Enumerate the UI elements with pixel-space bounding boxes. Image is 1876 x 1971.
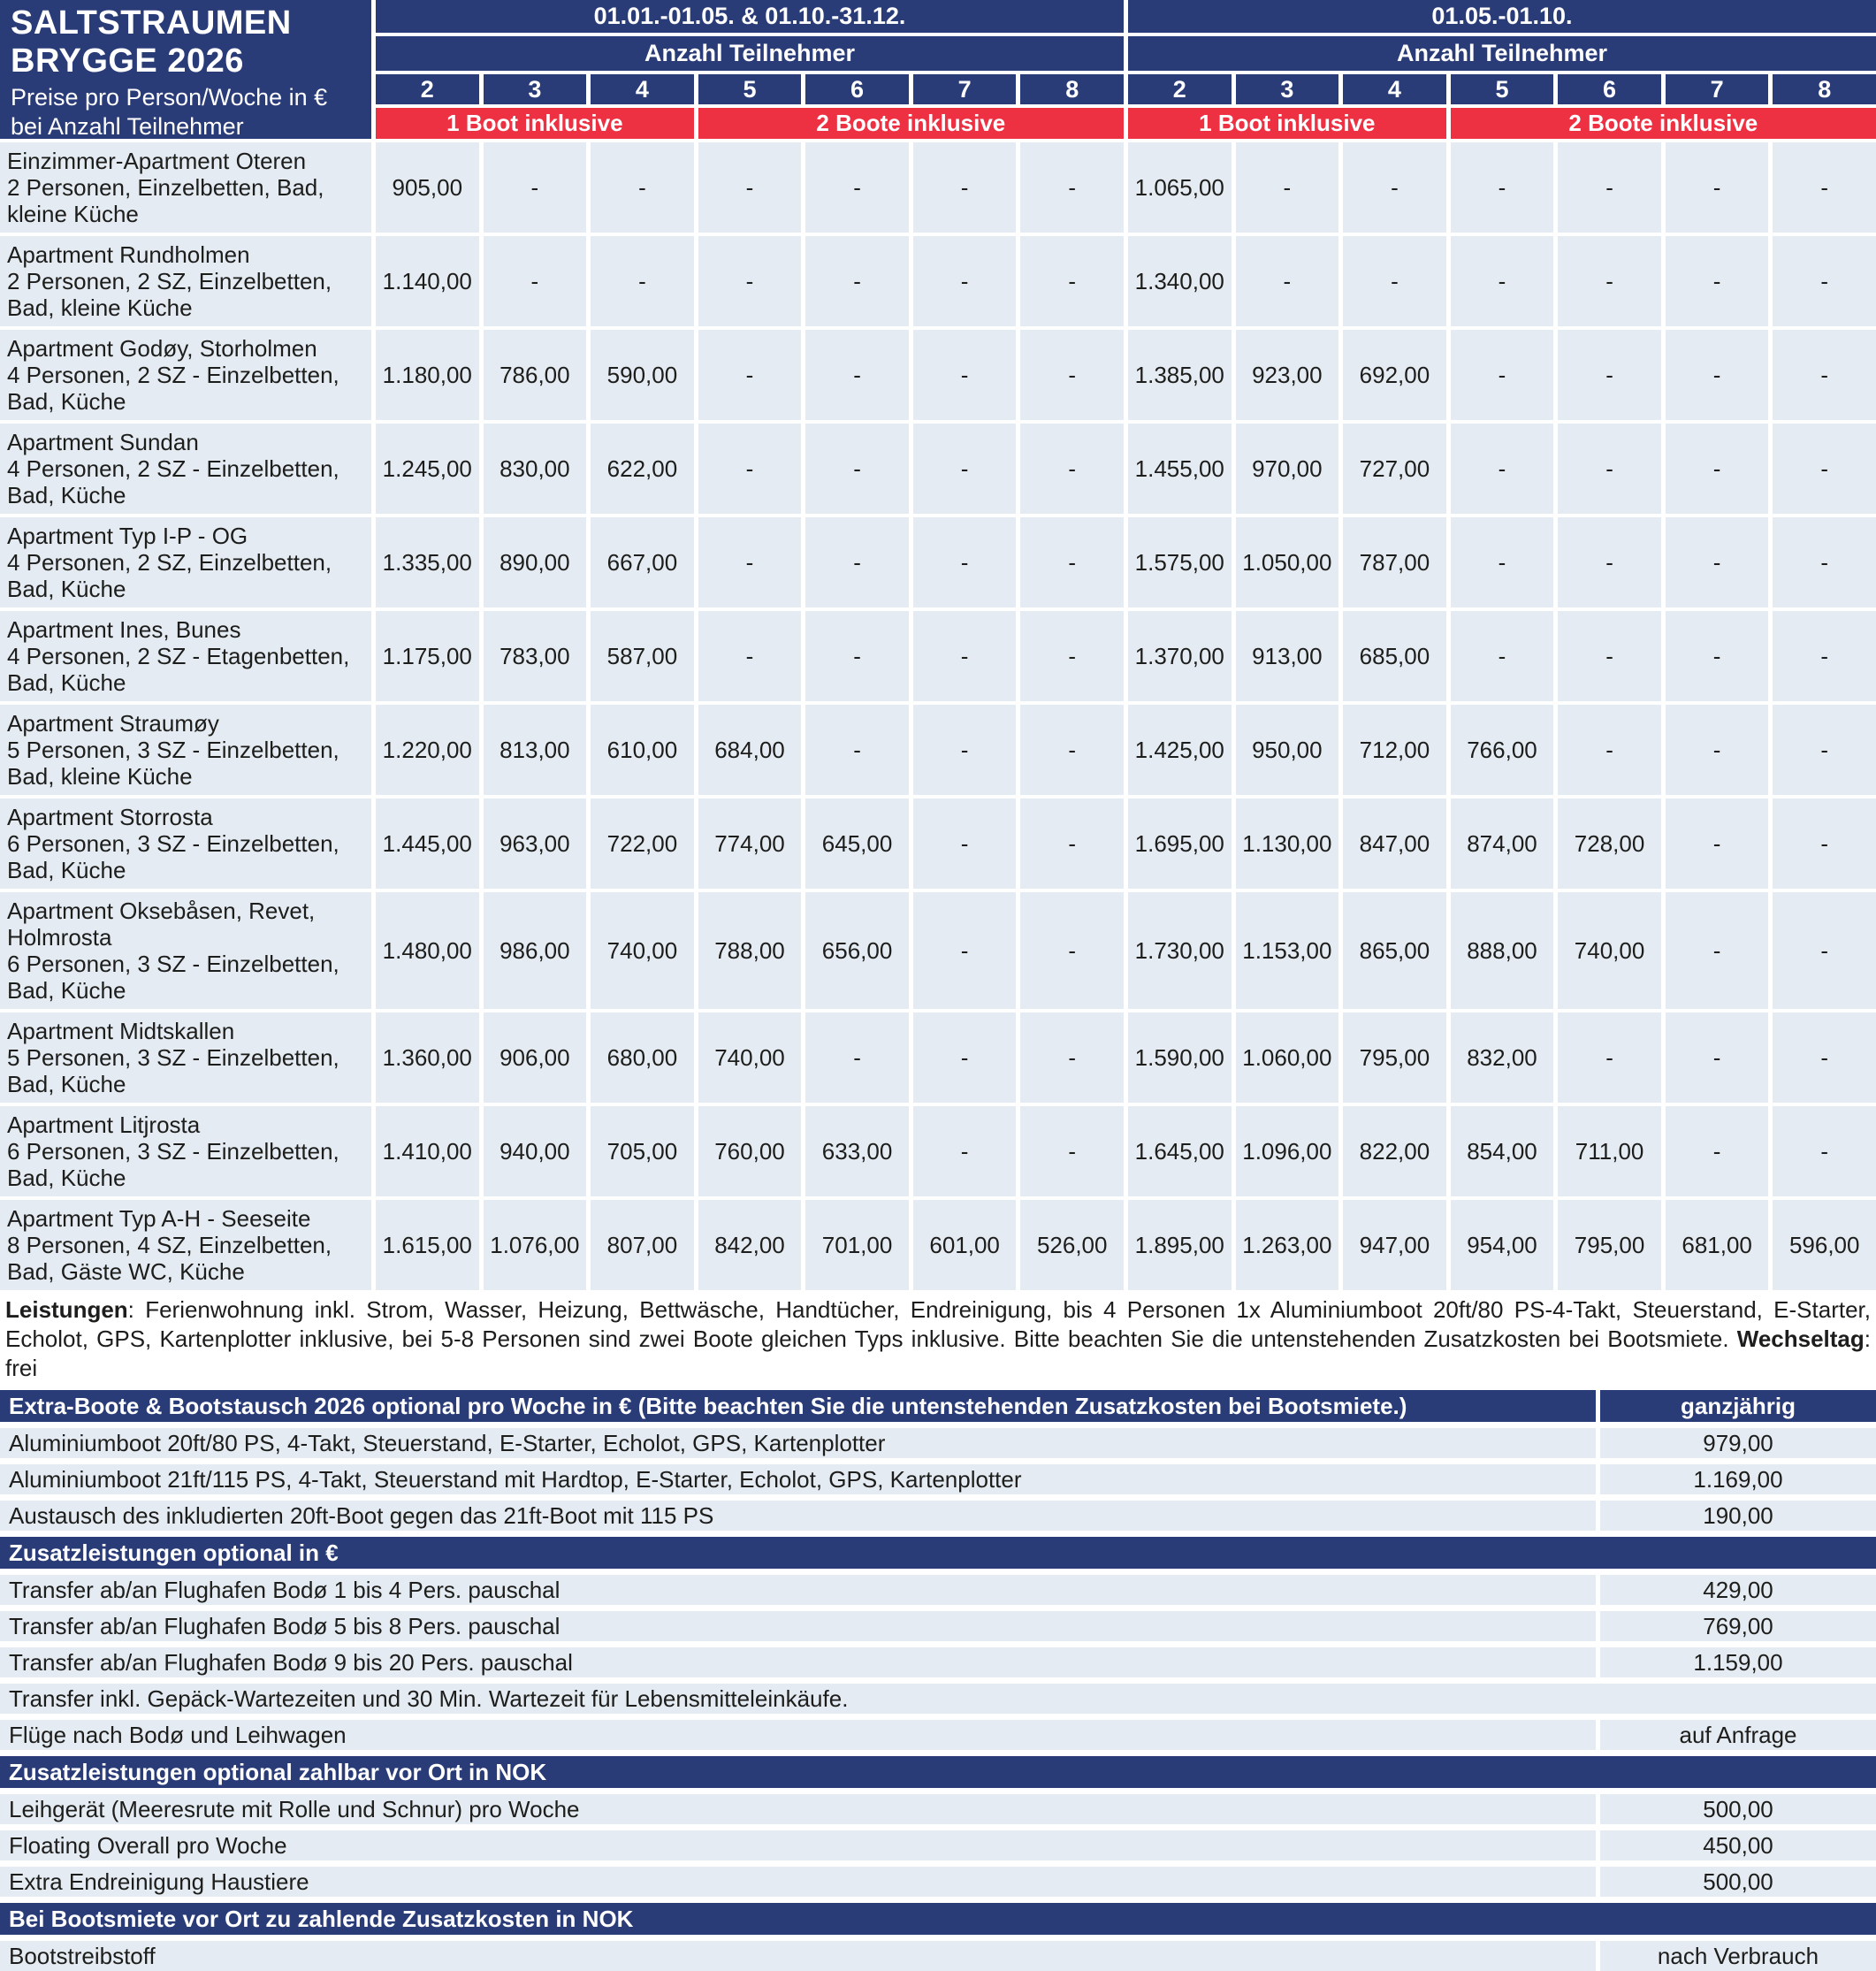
section-header-value: ganzjährig	[1600, 1390, 1876, 1422]
price-cell: -	[1236, 142, 1339, 233]
price-cell: 622,00	[591, 424, 694, 514]
price-cell: -	[805, 1012, 909, 1103]
price-cell: 1.263,00	[1236, 1200, 1339, 1290]
price-cell: 1.340,00	[1128, 236, 1232, 326]
price-cell: 787,00	[1343, 517, 1446, 607]
section-header: Extra-Boote & Bootstausch 2026 optional pro Woche in € (Bitte beachten Sie die untenstehenden Zusatzkosten bei Bootsmiete.)	[0, 1390, 1596, 1422]
section-header: Zusatzleistungen optional in €	[0, 1537, 1876, 1569]
price-cell: -	[1558, 142, 1661, 233]
price-cell: 905,00	[376, 142, 479, 233]
price-cell: -	[1558, 611, 1661, 701]
price-cell: 760,00	[698, 1106, 802, 1196]
price-cell: -	[591, 142, 694, 233]
boat-band: 1 Boot inklusive	[1128, 108, 1446, 139]
section-row-label: Bootstreibstoff	[0, 1941, 1596, 1971]
price-cell: 1.065,00	[1128, 142, 1232, 233]
price-cell: 842,00	[698, 1200, 802, 1290]
price-cell: -	[805, 142, 909, 233]
period-header: 01.01.-01.05. & 01.10.-31.12.	[376, 0, 1124, 33]
price-cell: 1.060,00	[1236, 1012, 1339, 1103]
price-cell: -	[913, 142, 1017, 233]
price-cell: 1.730,00	[1128, 892, 1232, 1009]
price-cell: -	[1666, 330, 1769, 420]
participant-count-cell: 7	[1666, 74, 1769, 104]
apartment-label	[0, 892, 371, 1009]
price-cell: 1.140,00	[376, 236, 479, 326]
boat-band: 2 Boote inklusive	[698, 108, 1124, 139]
price-cell: -	[913, 1106, 1017, 1196]
apartment-label	[0, 611, 371, 701]
price-cell: -	[1451, 236, 1554, 326]
price-cell: 667,00	[591, 517, 694, 607]
section-row-value: 450,00	[1600, 1830, 1876, 1860]
section-row-label: Aluminiumboot 21ft/115 PS, 4-Takt, Steuerstand mit Hardtop, E-Starter, Echolot, GPS, Kartenplotter	[0, 1464, 1596, 1494]
price-cell: 680,00	[591, 1012, 694, 1103]
price-cell: 740,00	[1558, 892, 1661, 1009]
page-title-line1: SALTSTRAUMEN	[11, 4, 292, 42]
apartment-label	[0, 1012, 371, 1103]
price-cell: 986,00	[484, 892, 587, 1009]
participant-count-cell: 5	[1451, 74, 1554, 104]
apartment-label	[0, 142, 371, 233]
price-cell: -	[1020, 892, 1124, 1009]
price-cell: -	[913, 611, 1017, 701]
price-cell: 587,00	[591, 611, 694, 701]
price-cell: -	[1020, 1106, 1124, 1196]
price-cell: 1.895,00	[1128, 1200, 1232, 1290]
apartment-name: Apartment Litjrosta	[7, 1112, 201, 1138]
price-cell: -	[484, 236, 587, 326]
changeover-day-value: : frei	[5, 1325, 1871, 1381]
price-cell: 1.575,00	[1128, 517, 1232, 607]
price-cell: 1.645,00	[1128, 1106, 1232, 1196]
price-cell: -	[1558, 1012, 1661, 1103]
apartment-desc: 4 Personen, 2 SZ - Einzelbetten, Bad, Küche	[7, 455, 339, 508]
participant-count-cell: 6	[805, 74, 909, 104]
apartment-desc: 8 Personen, 4 SZ, Einzelbetten, Bad, Gäste WC, Küche	[7, 1232, 332, 1285]
price-cell: -	[1451, 517, 1554, 607]
price-cell: -	[913, 1012, 1017, 1103]
price-cell: -	[1773, 330, 1876, 420]
price-cell: 1.130,00	[1236, 798, 1339, 889]
price-cell: -	[1666, 798, 1769, 889]
participant-count-cell: 2	[1128, 74, 1232, 104]
price-cell: 705,00	[591, 1106, 694, 1196]
apartment-desc: 5 Personen, 3 SZ - Einzelbetten, Bad, kleine Küche	[7, 737, 339, 790]
price-cell: -	[1451, 330, 1554, 420]
price-cell: 1.180,00	[376, 330, 479, 420]
price-cell: 832,00	[1451, 1012, 1554, 1103]
price-cell: 874,00	[1451, 798, 1554, 889]
apartment-label	[0, 705, 371, 795]
price-cell: -	[805, 611, 909, 701]
price-cell: -	[1666, 1012, 1769, 1103]
apartment-label	[0, 1106, 371, 1196]
section-row-label: Transfer ab/an Flughafen Bodø 1 bis 4 Pers. pauschal	[0, 1575, 1596, 1605]
price-cell: -	[1773, 611, 1876, 701]
section-row-value: 769,00	[1600, 1611, 1876, 1641]
price-cell: -	[913, 424, 1017, 514]
price-cell: -	[591, 236, 694, 326]
price-cell: 711,00	[1558, 1106, 1661, 1196]
price-cell: 890,00	[484, 517, 587, 607]
price-cell: 950,00	[1236, 705, 1339, 795]
price-cell: 1.480,00	[376, 892, 479, 1009]
price-cell: 1.455,00	[1128, 424, 1232, 514]
apartment-name: Apartment Oksebåsen, Revet, Holmrosta	[7, 898, 316, 951]
section-row-value: auf Anfrage	[1600, 1720, 1876, 1750]
price-cell: -	[805, 424, 909, 514]
price-cell: -	[698, 517, 802, 607]
price-cell: 888,00	[1451, 892, 1554, 1009]
price-cell: 681,00	[1666, 1200, 1769, 1290]
price-cell: 610,00	[591, 705, 694, 795]
price-cell: -	[913, 892, 1017, 1009]
section-row-label: Extra Endreinigung Haustiere	[0, 1867, 1596, 1897]
apartment-desc: 4 Personen, 2 SZ - Etagenbetten, Bad, Küche	[7, 643, 350, 696]
apartment-desc: 4 Personen, 2 SZ, Einzelbetten, Bad, Küche	[7, 549, 332, 602]
title-block	[0, 0, 371, 139]
price-cell: 590,00	[591, 330, 694, 420]
participants-label: Anzahl Teilnehmer	[376, 36, 1124, 71]
apartment-desc: 6 Personen, 3 SZ - Einzelbetten, Bad, Küche	[7, 951, 339, 1004]
price-cell: 854,00	[1451, 1106, 1554, 1196]
apartment-name: Apartment Typ A-H - Seeseite	[7, 1205, 311, 1232]
apartment-desc: 5 Personen, 3 SZ - Einzelbetten, Bad, Küche	[7, 1044, 339, 1097]
apartment-name: Apartment Straumøy	[7, 710, 219, 737]
apartment-desc: 6 Personen, 3 SZ - Einzelbetten, Bad, Küche	[7, 830, 339, 883]
price-cell: 684,00	[698, 705, 802, 795]
apartment-label	[0, 1200, 371, 1290]
participant-count-cell: 3	[484, 74, 587, 104]
price-cell: -	[1020, 611, 1124, 701]
price-cell: 1.245,00	[376, 424, 479, 514]
price-cell: 740,00	[698, 1012, 802, 1103]
participant-count-cell: 8	[1773, 74, 1876, 104]
price-cell: 1.425,00	[1128, 705, 1232, 795]
page-subtitle: Preise pro Person/Woche in € bei Anzahl Teilnehmer	[11, 84, 328, 139]
section	[0, 1390, 1876, 1531]
price-cell: -	[1451, 424, 1554, 514]
price-cell: 786,00	[484, 330, 587, 420]
price-cell: 954,00	[1451, 1200, 1554, 1290]
section-header: Bei Bootsmiete vor Ort zu zahlende Zusatzkosten in NOK	[0, 1903, 1876, 1935]
price-cell: 783,00	[484, 611, 587, 701]
price-cell: 822,00	[1343, 1106, 1446, 1196]
price-cell: -	[1020, 517, 1124, 607]
price-cell: 1.175,00	[376, 611, 479, 701]
price-cell: -	[1666, 892, 1769, 1009]
apartment-name: Apartment Typ I-P - OG	[7, 523, 248, 549]
price-cell: -	[1666, 424, 1769, 514]
apartment-name: Apartment Sundan	[7, 429, 199, 455]
section	[0, 1756, 1876, 1897]
price-cell: 692,00	[1343, 330, 1446, 420]
section-row-label: Transfer inkl. Gepäck-Wartezeiten und 30 Min. Wartezeit für Lebensmitteleinkäufe.	[0, 1684, 1876, 1714]
price-cell: 774,00	[698, 798, 802, 889]
price-cell: -	[1451, 611, 1554, 701]
participant-count-cell: 6	[1558, 74, 1661, 104]
price-cell: 970,00	[1236, 424, 1339, 514]
participant-count-cell: 5	[698, 74, 802, 104]
price-cell: -	[1558, 236, 1661, 326]
price-cell: -	[1773, 424, 1876, 514]
price-cell: 795,00	[1558, 1200, 1661, 1290]
participant-count-cell: 4	[1343, 74, 1446, 104]
section-row-value: 1.169,00	[1600, 1464, 1876, 1494]
price-cell: 830,00	[484, 424, 587, 514]
apartment-name: Einzimmer-Apartment Oteren	[7, 148, 307, 174]
services-note-label: Leistungen	[5, 1296, 128, 1323]
price-cell: -	[1020, 330, 1124, 420]
price-cell: -	[1773, 892, 1876, 1009]
price-cell: -	[1666, 1106, 1769, 1196]
apartment-name: Apartment Godøy, Storholmen	[7, 335, 317, 362]
section	[0, 1537, 1876, 1750]
price-cell: 940,00	[484, 1106, 587, 1196]
participant-count-cell: 2	[376, 74, 479, 104]
price-cell: -	[1773, 798, 1876, 889]
price-cell: -	[1773, 517, 1876, 607]
apartment-label	[0, 424, 371, 514]
price-cell: -	[1020, 236, 1124, 326]
section-row-value: 1.159,00	[1600, 1647, 1876, 1677]
price-cell: -	[1236, 236, 1339, 326]
section-row-value: 979,00	[1600, 1428, 1876, 1458]
price-cell: -	[1773, 705, 1876, 795]
section-header: Zusatzleistungen optional zahlbar vor Ort in NOK	[0, 1756, 1876, 1788]
price-cell: 685,00	[1343, 611, 1446, 701]
page-title-line2: BRYGGE 2026	[11, 42, 244, 80]
price-cell: -	[913, 798, 1017, 889]
apartment-label	[0, 236, 371, 326]
apartment-name: Apartment Midtskallen	[7, 1018, 235, 1044]
apartment-label	[0, 517, 371, 607]
price-cell: 1.385,00	[1128, 330, 1232, 420]
price-cell: -	[698, 611, 802, 701]
price-cell: 1.445,00	[376, 798, 479, 889]
price-cell: -	[698, 236, 802, 326]
participant-count-cell: 7	[913, 74, 1017, 104]
price-cell: 701,00	[805, 1200, 909, 1290]
price-cell: 656,00	[805, 892, 909, 1009]
price-cell: 923,00	[1236, 330, 1339, 420]
participants-label: Anzahl Teilnehmer	[1128, 36, 1876, 71]
price-cell: -	[698, 330, 802, 420]
apartment-name: Apartment Ines, Bunes	[7, 616, 241, 643]
price-cell: 795,00	[1343, 1012, 1446, 1103]
section-row-label: Aluminiumboot 20ft/80 PS, 4-Takt, Steuerstand, E-Starter, Echolot, GPS, Kartenplotter	[0, 1428, 1596, 1458]
price-cell: 1.360,00	[376, 1012, 479, 1103]
apartment-label	[0, 798, 371, 889]
price-cell: -	[1558, 424, 1661, 514]
price-cell: -	[805, 330, 909, 420]
price-cell: 633,00	[805, 1106, 909, 1196]
price-cell: -	[1343, 142, 1446, 233]
changeover-day-label: Wechseltag	[1736, 1325, 1865, 1352]
section-row-value: 190,00	[1600, 1501, 1876, 1531]
price-cell: 906,00	[484, 1012, 587, 1103]
price-cell: 526,00	[1020, 1200, 1124, 1290]
price-cell: -	[1773, 236, 1876, 326]
price-cell: -	[805, 517, 909, 607]
price-cell: 722,00	[591, 798, 694, 889]
price-cell: -	[1666, 517, 1769, 607]
price-cell: -	[805, 705, 909, 795]
apartment-name: Apartment Storrosta	[7, 804, 213, 830]
price-cell: 596,00	[1773, 1200, 1876, 1290]
price-cell: -	[913, 517, 1017, 607]
price-cell: -	[1666, 142, 1769, 233]
price-cell: -	[805, 236, 909, 326]
price-cell: -	[1773, 1012, 1876, 1103]
period-header: 01.05.-01.10.	[1128, 0, 1876, 33]
boat-band: 2 Boote inklusive	[1451, 108, 1876, 139]
price-cell: 1.220,00	[376, 705, 479, 795]
price-cell: 1.096,00	[1236, 1106, 1339, 1196]
section-row-label: Flüge nach Bodø und Leihwagen	[0, 1720, 1596, 1750]
price-cell: 1.695,00	[1128, 798, 1232, 889]
price-cell: -	[1343, 236, 1446, 326]
services-note-text: : Ferienwohnung inkl. Strom, Wasser, Heizung, Bettwäsche, Handtücher, Endreinigung, bis 4 Personen 1x Aluminiumboot 20ft/80 PS-4-Takt, Steuerstand, E-Starter, Echolot, GPS, Kartenplotter inklusive, bei 5-8 Personen sind zwei Boote gleichen Typs inklusive. Bitte beachten Sie die untenstehenden Zusatzkosten bei Bootsmiete.	[5, 1296, 1871, 1352]
apartment-label	[0, 330, 371, 420]
apartment-desc: 2 Personen, 2 SZ, Einzelbetten, Bad, kleine Küche	[7, 268, 332, 321]
price-cell: -	[1773, 1106, 1876, 1196]
price-cell: -	[913, 705, 1017, 795]
sections	[0, 1390, 1876, 1971]
price-cell: 1.370,00	[1128, 611, 1232, 701]
price-cell: 807,00	[591, 1200, 694, 1290]
section	[0, 1903, 1876, 1971]
price-cell: 847,00	[1343, 798, 1446, 889]
price-cell: -	[698, 142, 802, 233]
price-cell: 740,00	[591, 892, 694, 1009]
price-cell: -	[913, 330, 1017, 420]
price-cell: -	[1558, 705, 1661, 795]
price-cell: 1.615,00	[376, 1200, 479, 1290]
price-cell: -	[1451, 142, 1554, 233]
price-cell: 963,00	[484, 798, 587, 889]
price-cell: -	[1020, 1012, 1124, 1103]
boat-band: 1 Boot inklusive	[376, 108, 694, 139]
section-row-value: 500,00	[1600, 1794, 1876, 1824]
price-cell: 1.590,00	[1128, 1012, 1232, 1103]
price-cell: -	[698, 424, 802, 514]
price-cell: -	[1020, 142, 1124, 233]
price-cell: -	[484, 142, 587, 233]
price-cell: 766,00	[1451, 705, 1554, 795]
price-cell: -	[1666, 705, 1769, 795]
price-cell: 1.335,00	[376, 517, 479, 607]
price-cell: -	[1020, 798, 1124, 889]
price-cell: 727,00	[1343, 424, 1446, 514]
apartment-name: Apartment Rundholmen	[7, 241, 250, 268]
price-cell: -	[1666, 236, 1769, 326]
price-cell: 947,00	[1343, 1200, 1446, 1290]
section-row-label: Floating Overall pro Woche	[0, 1830, 1596, 1860]
price-cell: -	[913, 236, 1017, 326]
price-cell: 813,00	[484, 705, 587, 795]
apartment-desc: 2 Personen, Einzelbetten, Bad, kleine Küche	[7, 174, 324, 227]
apartment-desc: 6 Personen, 3 SZ - Einzelbetten, Bad, Küche	[7, 1138, 339, 1191]
section-row-value: 429,00	[1600, 1575, 1876, 1605]
services-note	[0, 1295, 1876, 1383]
price-cell: 1.050,00	[1236, 517, 1339, 607]
price-cell: 645,00	[805, 798, 909, 889]
price-cell: 913,00	[1236, 611, 1339, 701]
section-row-label: Transfer ab/an Flughafen Bodø 5 bis 8 Pers. pauschal	[0, 1611, 1596, 1641]
price-cell: 788,00	[698, 892, 802, 1009]
section-row-value: nach Verbrauch	[1600, 1941, 1876, 1971]
price-cell: 1.076,00	[484, 1200, 587, 1290]
section-row-label: Transfer ab/an Flughafen Bodø 9 bis 20 Pers. pauschal	[0, 1647, 1596, 1677]
section-row-label: Leihgerät (Meeresrute mit Rolle und Schnur) pro Woche	[0, 1794, 1596, 1824]
price-cell: -	[1666, 611, 1769, 701]
price-cell: -	[1773, 142, 1876, 233]
section-row-value: 500,00	[1600, 1867, 1876, 1897]
price-cell: -	[1020, 424, 1124, 514]
price-cell: 1.153,00	[1236, 892, 1339, 1009]
price-cell: 865,00	[1343, 892, 1446, 1009]
price-cell: 601,00	[913, 1200, 1017, 1290]
participant-count-cell: 8	[1020, 74, 1124, 104]
price-cell: 712,00	[1343, 705, 1446, 795]
price-cell: -	[1558, 330, 1661, 420]
price-cell: -	[1558, 517, 1661, 607]
apartment-desc: 4 Personen, 2 SZ - Einzelbetten, Bad, Küche	[7, 362, 339, 415]
participant-count-cell: 4	[591, 74, 694, 104]
price-cell: -	[1020, 705, 1124, 795]
section-row-label: Austausch des inkludierten 20ft-Boot gegen das 21ft-Boot mit 115 PS	[0, 1501, 1596, 1531]
participant-count-cell: 3	[1236, 74, 1339, 104]
price-cell: 728,00	[1558, 798, 1661, 889]
price-cell: 1.410,00	[376, 1106, 479, 1196]
